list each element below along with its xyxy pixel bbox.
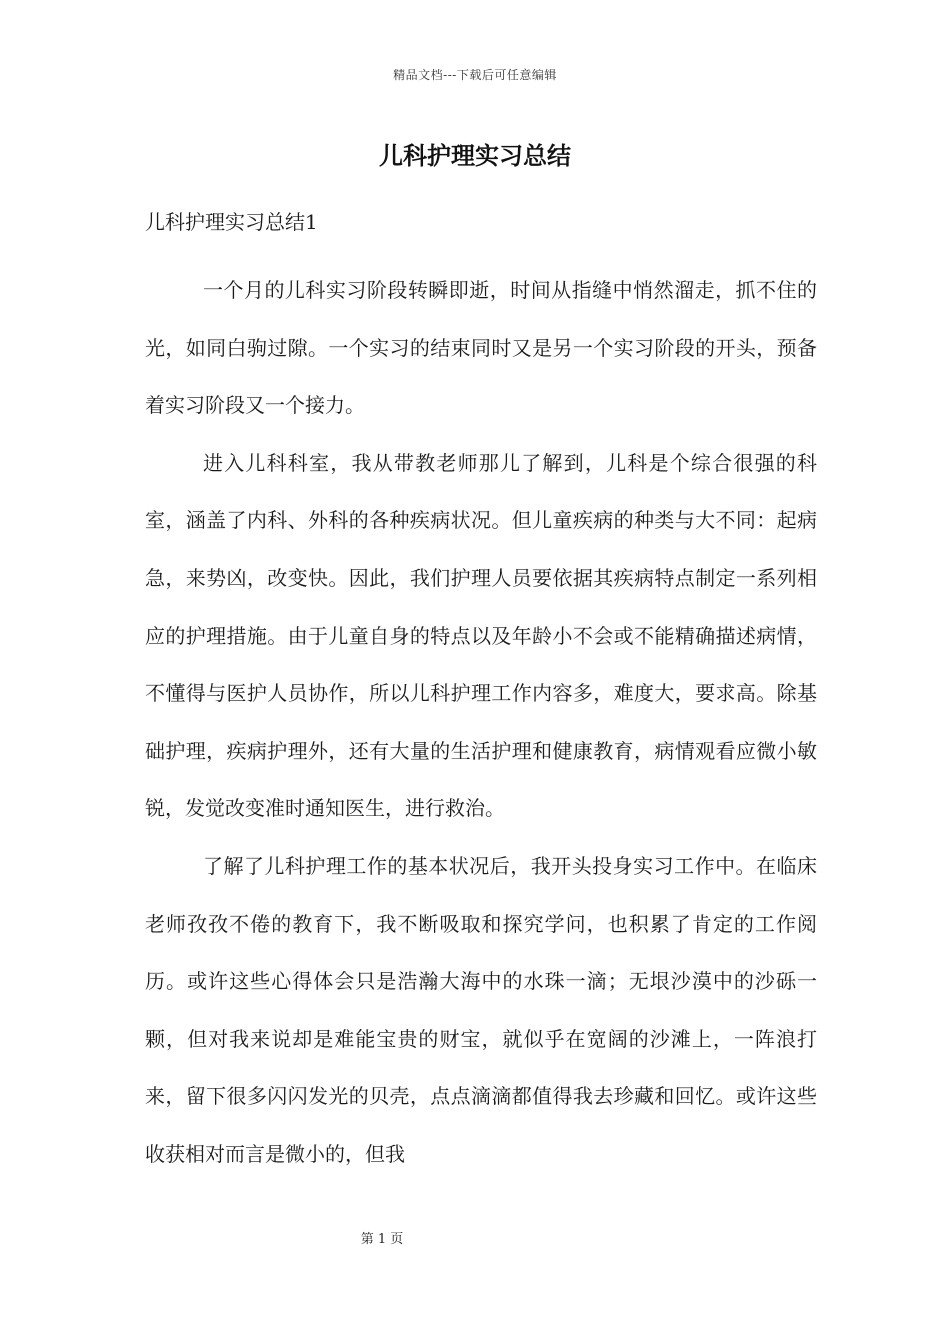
- paragraph-1: 一个月的儿科实习阶段转瞬即逝，时间从指缝中悄然溜走，抓不住的光，如同白驹过隙。一个实习的结束同时又是另一个实习阶段的开头，预备着实习阶段又一个接力。: [145, 278, 817, 418]
- page-number: 第 1 页: [360, 1232, 404, 1247]
- paragraph-3: 了解了儿科护理工作的基本状况后，我开头投身实习工作中。在临床老师孜孜不倦的教育下，我不断吸取和探究学问，也积累了肯定的工作阅历。或许这些心得体会只是浩瀚大海中的水珠一滴；无垠沙漠中的沙砾一颗，但对我来说却是难能宝贵的财宝，就似乎在宽阔的沙滩上，一阵浪打来，留下很多闪闪发光的贝壳，点点滴滴都值得我去珍藏和回忆。或许这些收获相对而言是微小的，但我: [145, 853, 817, 1166]
- document-title: 儿科护理实习总结: [379, 141, 571, 170]
- header-note: 精品文档---下载后可任意编辑: [393, 68, 557, 82]
- paragraph-2: 进入儿科科室，我从带教老师那儿了解到，儿科是个综合很强的科室，涵盖了内科、外科的各种疾病状况。但儿童疾病的种类与大不同：起病急，来势凶，改变快。因此，我们护理人员要依据其疾病特点制定一系列相应的护理措施。由于儿童自身的特点以及年龄小不会或不能精确描述病情，不懂得与医护人员协作，所以儿科护理工作内容多，难度大，要求高。除基础护理，疾病护理外，还有大量的生活护理和健康教育，病情观看应微小敏锐，发觉改变准时通知医生，进行救治。: [145, 450, 817, 821]
- document-body: [145, 206, 817, 1184]
- section-heading: 儿科护理实习总结1: [145, 210, 318, 234]
